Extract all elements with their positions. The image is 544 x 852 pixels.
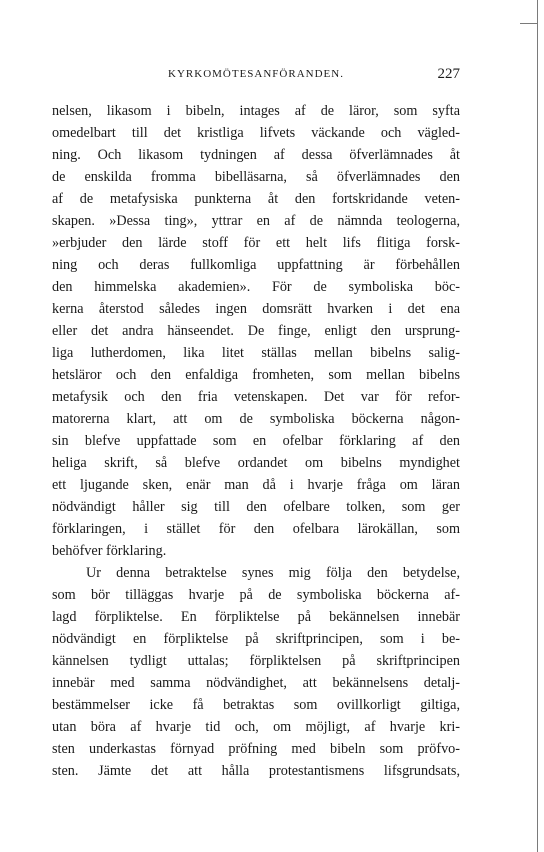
text-line: den himmelska akademien». För de symboliska böc- (52, 279, 460, 295)
text-line: kännelsen tydligt uttalas; förpliktelsen på skriftprincipen (52, 653, 460, 669)
text-line: utan böra af hvarje tid och, om möjligt, af hvarje kri- (52, 719, 460, 735)
text-line: nelsen, likasom i bibeln, intages af de läror, som syfta (52, 103, 460, 119)
text-line: af de metafysiska punkterna åt den fortskridande veten- (52, 191, 460, 207)
text-line: sin blefve uppfattade som en ofelbar förklaring af den (52, 433, 460, 449)
text-line: »erbjuder den lärde stoff för ett helt lifs flitiga forsk- (52, 235, 460, 251)
page-corner-mark (520, 0, 538, 24)
paragraph-start-line: Ur denna betraktelse synes mig följa den betydelse, (86, 565, 460, 581)
text-line: ning och deras fullkomliga uppfattning är förbehållen (52, 257, 460, 273)
text-line: omedelbart till det kristliga lifvets väckande och vägled- (52, 125, 460, 141)
text-line: förklaringen, i stället för den ofelbara lärokällan, som (52, 521, 460, 537)
body-text (52, 100, 460, 782)
text-line: nödvändigt håller sig till den ofelbare tolken, som ger (52, 499, 460, 515)
page-number: 227 (437, 66, 460, 82)
running-title: KYRKOMÖTESANFÖRANDEN. (168, 68, 344, 80)
text-line: ett ljugande sken, enär man då i hvarje fråga om läran (52, 477, 460, 493)
text-line: som bör tilläggas hvarje på de symboliska böckerna af- (52, 587, 460, 603)
text-line: de enskilda fromma bibelläsarna, så öfverlämnades den (52, 169, 460, 185)
text-line: matorerna klart, att om de symboliska böckerna någon- (52, 411, 460, 427)
text-line: bestämmelser icke få betraktas som ovillkorligt giltiga, (52, 697, 460, 713)
text-line: nödvändigt en förpliktelse på skriftprincipen, som i be- (52, 631, 460, 647)
text-line: sten. Jämte det att hålla protestantismens lifsgrundsats, (52, 763, 460, 779)
text-line: eller det andra hänseendet. De finge, enligt den ursprung- (52, 323, 460, 339)
text-line: hetsläror och den enfaldiga fromheten, som mellan bibelns (52, 367, 460, 383)
text-line: skapen. »Dessa ting», yttrar en af de nämnda teologerna, (52, 213, 460, 229)
text-line: ning. Och likasom tydningen af dessa öfverlämnades åt (52, 147, 460, 163)
text-line: lagd förpliktelse. En förpliktelse på bekännelsen innebär (52, 609, 460, 625)
page-edge-line (537, 24, 538, 852)
text-line: metafysik och den fria vetenskapen. Det var för refor- (52, 389, 460, 405)
text-line: kerna återstod således ingen domsrätt hvarken i det ena (52, 301, 460, 317)
text-line: innebär med samma nödvändighet, att bekännelsens detalj- (52, 675, 460, 691)
text-line: heliga skrift, så blefve ordandet om bibelns myndighet (52, 455, 460, 471)
page-header (52, 66, 460, 84)
text-line: sten underkastas förnyad pröfning med bibeln som pröfvo- (52, 741, 460, 757)
text-line: liga lutherdomen, lika litet ställas mellan bibelns salig- (52, 345, 460, 361)
paragraph-end-line: behöfver förklaring. (52, 543, 167, 559)
